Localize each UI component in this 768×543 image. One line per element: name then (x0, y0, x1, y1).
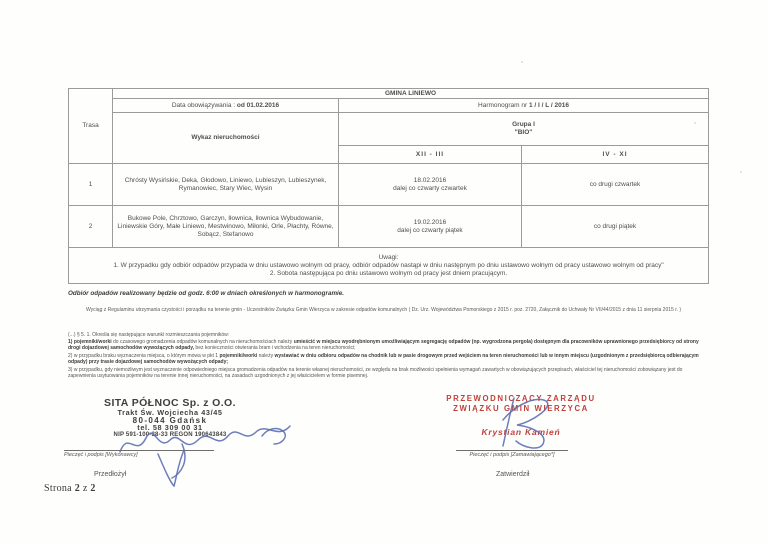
remark-2: 2. Sobota następująca po dniu ustawowo wolnym od pracy jest dniem pracującym. (269, 269, 508, 277)
contractor-ids: NIP 591-100-38-33 REGON 190643843 (113, 431, 227, 438)
document-title: GMINA LINIEWO (113, 89, 709, 99)
first-date: 19.02.2016 (413, 218, 447, 226)
regulation-points (68, 339, 710, 380)
first-date: 18.02.2016 (413, 176, 447, 184)
page-number-label: Strona 2 z 2 (44, 483, 96, 494)
table-row (69, 206, 709, 248)
paragraph-intro: (...) § 5. 1. Określa się następujące warunki rozmieszczania pojemników: (68, 332, 230, 338)
contractor-role-label: Przedłożył (94, 471, 127, 478)
route-localities: Bukowe Pole, Chrztowo, Garczyn, Iłownica, Iłownica Wybudowanie, Liniewskie Góry, Małe Liniewo, Mestwinowo, Miłonki, Orle, Płachty, Równe, Sobącz, Stefanowo (113, 206, 339, 248)
group-header (339, 113, 709, 146)
summer-schedule-cell: co drugi czwartek (522, 164, 709, 206)
recurrence: dalej co czwarty piątek (397, 226, 463, 234)
client-signer-name: Krystian Kamień (481, 427, 561, 437)
remark-1: 1. W przypadku gdy odbiór odpadów przypada w dniu ustawowo wolnym od pracy, odbiór odpadów nastąpi w dniu następnym po dniu ustawowo wolnym od pracy ustawowo wolnym od pracy" (113, 261, 664, 269)
contractor-signature-caption: Pieczęć i podpis [Wykonawcy] (64, 450, 214, 458)
remarks-label: Uwagi: (378, 253, 399, 261)
schedule-number-cell: Harmonogram nr 1 / I / L / 2016 (339, 99, 709, 113)
client-signature-caption: Pieczęć i podpis [Zamawiającego*] (456, 450, 568, 458)
regulation-point-3: 3) w przypadku, gdy niemożliwym jest wyznaczenie odpowiedniego miejsca gromadzenia odpadów na terenie własnej nieruchomości, ze względu na brak możliwości spełnienia wymagań zawartych w obowiązujących przepisach, właściciel tej nieruchomości zobowiązany jest do zapewnienia usytuowania pojemników na terenie innej nieruchomości, na zasadach uzgodnionych z jej właścicielem w formie pisemnej. (68, 366, 683, 380)
remarks-cell (69, 248, 709, 284)
route-number: 1 (69, 164, 113, 206)
group-name: Grupa I (512, 121, 535, 128)
trasa-column-header: Trasa (69, 89, 113, 164)
client-role-label: Zatwierdził (496, 471, 530, 478)
client-title-line1: PRZEWODNICZĄCY ZARZĄDU (446, 394, 596, 403)
regulation-point-1: 1) pojemniki/worki do czasowego gromadzenia odpadów komunalnych na nieruchomościach należy umieścić w miejscu wyodrębnionym umożliwiającym segregację odpadów (np. wygrodzona pergola) dostępnym dla pracowników uprawnionego przedsiębiorcy od strony drogi dojazdowej samochodów wywożących odpady, bez konieczności otwierania bram i wchodzenia na teren nieruchomości; (68, 339, 699, 352)
collection-time-note: Odbiór odpadów realizowany będzie od godz. 6:00 w dniach określonych w harmonogramie. (68, 290, 345, 297)
summer-period-header: IV - XI (522, 146, 709, 164)
recurrence: dalej co czwarty czwartek (393, 184, 467, 192)
contractor-city: 80-044 Gdańsk (132, 415, 208, 425)
scan-speck (740, 171, 742, 173)
contractor-phone: tel. 58 309 00 31 (137, 423, 203, 433)
client-title-line2: ZWIĄZKU GMIN WIERZYCA (453, 404, 589, 413)
winter-period-header: XII - III (339, 146, 522, 164)
group-type: "BIO" (514, 129, 533, 136)
properties-column-header: Wykaz nieruchomości (113, 113, 339, 164)
contractor-street: Trakt Św. Wojciecha 43/45 (117, 408, 223, 417)
schedule-table (68, 88, 709, 284)
validity-date-cell: Data obowiązywania : od 01.02.2016 (113, 99, 339, 113)
route-number: 2 (69, 206, 113, 248)
client-stamp (428, 394, 614, 437)
regulation-excerpt-intro: Wyciąg z Regulaminu utrzymania czystości i porządku na terenie gmin - Uczestników Związku Gmin Wierzyca w zakresie odpadów komunalnych ( Dz. Urz. Województwa Pomorskiego z 2015 r. poz. 2720, Załącznik do Uchwały Nr VII/44/2015 z dnia 11 sierpnia 2015 r. ) (86, 307, 682, 313)
route-localities: Chrósty Wysińskie, Deka, Głodowo, Liniewo, Lubieszyn, Lubieszynek, Rymanowiec, Stary Wiec, Wysin (113, 164, 339, 206)
contractor-name: SITA PÓŁNOC Sp. z O.O. (104, 397, 236, 409)
summer-schedule-cell: co drugi piątek (522, 206, 709, 248)
contractor-stamp (70, 398, 270, 439)
scan-speck (694, 122, 696, 124)
winter-schedule-cell (339, 206, 522, 248)
regulation-point-2: 2) w przypadku braku wyznaczenia miejsca, o którym mowa w pkt 1 pojemniki/worki należy wystawiać w dniu odbioru odpadów na chodnik lub w pasie drogowym przed wejściem na teren nieruchomości lub w innym miejscu (uzgodnionym z przedsiębiorcą odbierającym odpady) przy trasie dojazdowej samochodów wywożących odpady; (68, 352, 699, 366)
scan-speck (521, 61, 523, 63)
winter-schedule-cell (339, 164, 522, 206)
table-row (69, 164, 709, 206)
